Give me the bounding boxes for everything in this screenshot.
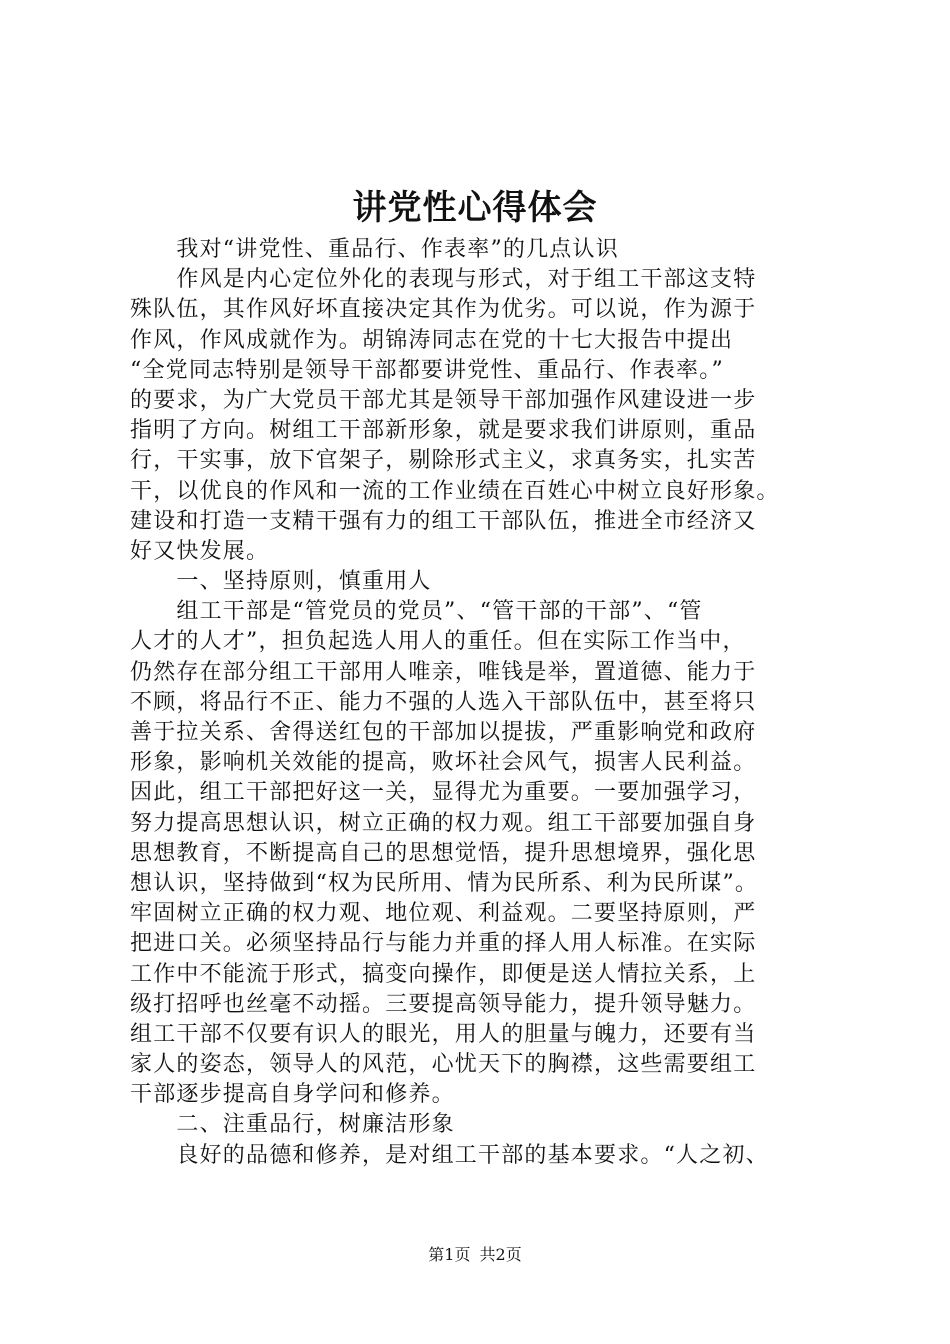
text-line: 仍然存在部分组工干部用人唯亲，唯钱是举，置道德、能力于 (130, 659, 757, 685)
text-line: 形象，影响机关效能的提高，败坏社会风气，损害人民利益。 (130, 750, 757, 776)
text-line: 好又快发展。 (130, 538, 270, 564)
text-line: 行，干实事，放下官架子，剔除形式主义，求真务实，扎实苦 (130, 448, 757, 474)
text-line: 殊队伍，其作风好坏直接决定其作为优劣。可以说，作为源于 (130, 297, 757, 323)
page-number: 第1页 (428, 1245, 471, 1264)
text-line: 干，以优良的作风和一流的工作业绩在百姓心中树立良好形象。 (130, 478, 780, 504)
document-body (130, 235, 850, 1171)
text-line: 二、注重品行，树廉洁形象 (130, 1112, 455, 1138)
page-total: 共2页 (479, 1245, 522, 1264)
text-line: 因此，组工干部把好这一关，显得尤为重要。一要加强学习， (130, 780, 757, 806)
text-line: 我对“讲党性、重品行、作表率”的几点认识 (130, 237, 619, 262)
text-line: 不顾，将品行不正、能力不强的人选入干部队伍中，甚至将只 (130, 689, 757, 715)
text-line: 努力提高思想认识，树立正确的权力观。组工干部要加强自身 (130, 810, 757, 836)
text-line: 级打招呼也丝毫不动摇。三要提高领导能力，提升领导魅力。 (130, 991, 757, 1017)
text-line: 工作中不能流于形式，搞变向操作，即便是送人情拉关系，上 (130, 961, 757, 987)
text-line: 一、坚持原则，慎重用人 (130, 569, 432, 595)
page-footer (0, 1243, 950, 1267)
text-line: 建设和打造一支精干强有力的组工干部队伍，推进全市经济又 (130, 508, 757, 534)
text-line: “全党同志特别是领导干部都要讲党性、重品行、作表率。” (130, 357, 724, 383)
text-line: 善于拉关系、舍得送红包的干部加以提拔，严重影响党和政府 (130, 720, 757, 745)
document-title: 讲党性心得体会 (352, 188, 598, 228)
text-line: 组工干部是“管党员的党员”、“管干部的干部”、“管 (130, 599, 703, 625)
text-line: 把进口关。必须坚持品行与能力并重的择人用人标准。在实际 (130, 931, 757, 957)
text-line: 作风，作风成就作为。胡锦涛同志在党的十七大报告中提出 (130, 327, 734, 353)
text-line: 家人的姿态，领导人的风范，心忧天下的胸襟，这些需要组工 (130, 1052, 757, 1078)
text-line: 作风是内心定位外化的表现与形式，对于组工干部这支特 (130, 267, 757, 293)
text-line: 想认识，坚持做到“权为民所用、情为民所系、利为民所谋”。 (130, 870, 759, 896)
text-line: 干部逐步提高自身学问和修养。 (130, 1082, 455, 1108)
text-line: 指明了方向。树组工干部新形象，就是要求我们讲原则，重品 (130, 418, 757, 444)
text-line: 人才的人才”，担负起选人用人的重任。但在实际工作当中， (130, 629, 746, 655)
text-line: 思想教育，不断提高自己的思想觉悟，提升思想境界，强化思 (130, 840, 757, 866)
text-line: 组工干部不仅要有识人的眼光，用人的胆量与魄力，还要有当 (130, 1021, 757, 1047)
text-line: 的要求，为广大党员干部尤其是领导干部加强作风建设进一步 (130, 387, 757, 413)
text-line: 牢固树立正确的权力观、地位观、利益观。二要坚持原则，严 (130, 901, 757, 927)
text-line: 良好的品德和修养，是对组工干部的基本要求。“人之初、 (130, 1142, 769, 1168)
